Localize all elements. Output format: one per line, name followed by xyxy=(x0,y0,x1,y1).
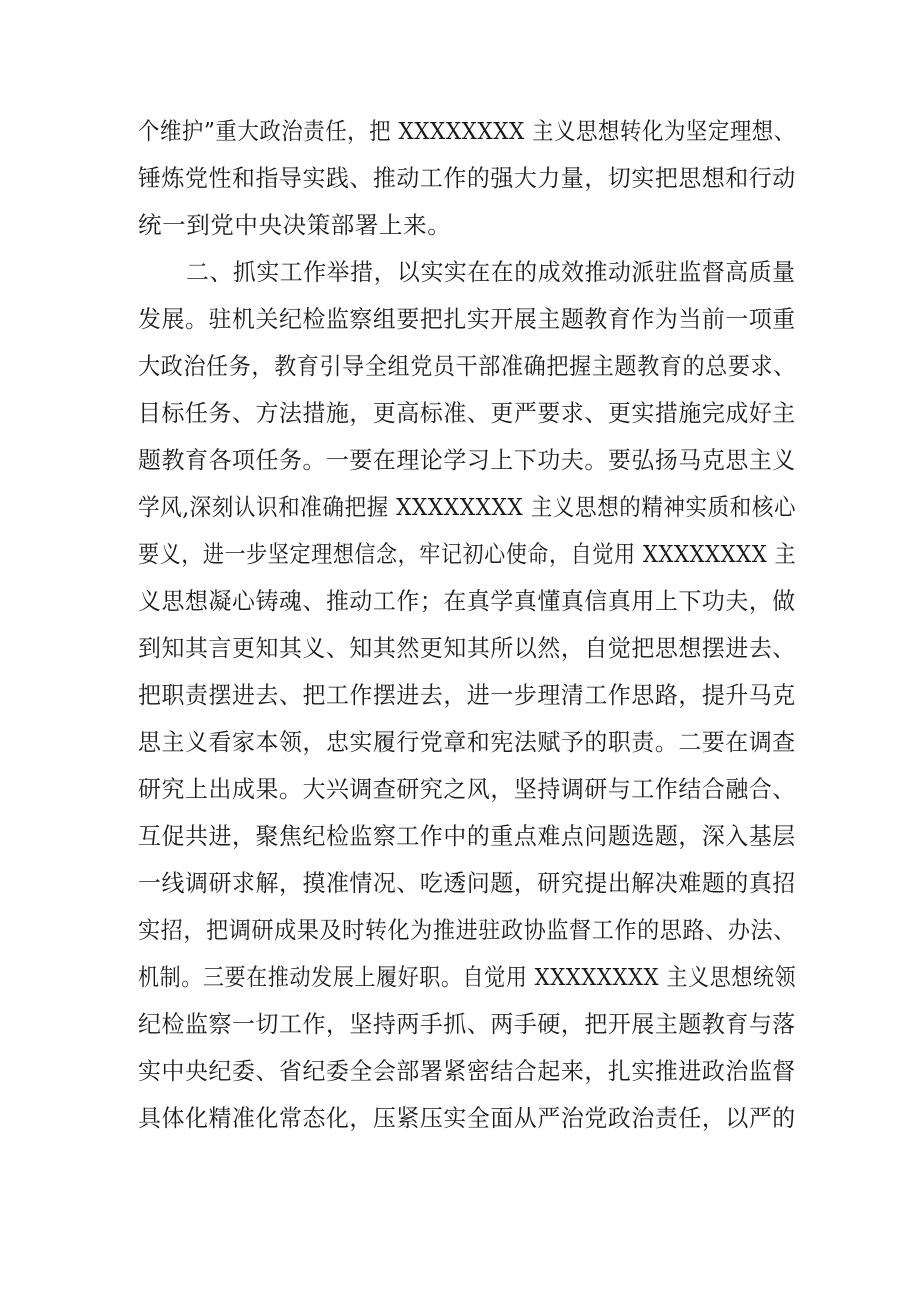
text-line: 大政治任务，教育引导全组党员干部准确把握主题教育的总要求、 xyxy=(138,352,796,380)
text-line: 研究上出成果。大兴调查研究之风，坚持调研与工作结合融合、 xyxy=(138,775,796,803)
text-line: 把职责摆进去、把工作摆进去，进一步理清工作思路，提升马克 xyxy=(138,681,796,709)
text-line: 统一到党中央决策部署上来。 xyxy=(138,211,452,239)
text-line: 实招，把调研成果及时转化为推进驻政协监督工作的思路、办法、 xyxy=(138,916,796,944)
text-line: 机制。三要在推动发展上履好职。自觉用 XXXXXXXX 主义思想统领 xyxy=(138,963,797,991)
text-line: 个维护”重大政治责任，把 XXXXXXXX 主义思想转化为坚定理想、 xyxy=(138,117,796,145)
text-line: 思主义看家本领，忠实履行党章和宪法赋予的职责。二要在调查 xyxy=(138,728,796,756)
text-line: 实中央纪委、省纪委全会部署紧密结合起来，扎实推进政治监督 xyxy=(138,1057,796,1085)
text-line: 互促共进，聚焦纪检监察工作中的重点难点问题选题，深入基层 xyxy=(138,822,796,850)
text-line: 锤炼党性和指导实践、推动工作的强大力量，切实把思想和行动 xyxy=(138,164,796,192)
section-heading-line: 二、抓实工作举措，以实实在在的成效推动派驻监督高质量 xyxy=(186,258,796,286)
text-line: 要义，进一步坚定理想信念，牢记初心使命，自觉用 XXXXXXXX 主 xyxy=(138,540,797,568)
text-line: 题教育各项任务。一要在理论学习上下功夫。要弘扬马克思主义 xyxy=(138,446,796,474)
text-line: 一线调研求解，摸准情况、吃透问题，研究提出解决难题的真招 xyxy=(138,869,796,897)
text-line: 目标任务、方法措施，更高标准、更严要求、更实措施完成好主 xyxy=(138,399,796,427)
text-line: 纪检监察一切工作，坚持两手抓、两手硬，把开展主题教育与落 xyxy=(138,1010,796,1038)
text-line: 义思想凝心铸魂、推动工作；在真学真懂真信真用上下功夫，做 xyxy=(138,587,796,615)
text-line: 发展。驻机关纪检监察组要把扎实开展主题教育作为当前一项重 xyxy=(138,305,796,333)
text-line: 具体化精准化常态化，压紧压实全面从严治党政治责任，以严的 xyxy=(138,1104,796,1132)
text-line: 学风,深刻认识和准确把握 XXXXXXXX 主义思想的精神实质和核心 xyxy=(138,493,797,521)
text-line: 到知其言更知其义、知其然更知其所以然，自觉把思想摆进去、 xyxy=(138,634,796,662)
